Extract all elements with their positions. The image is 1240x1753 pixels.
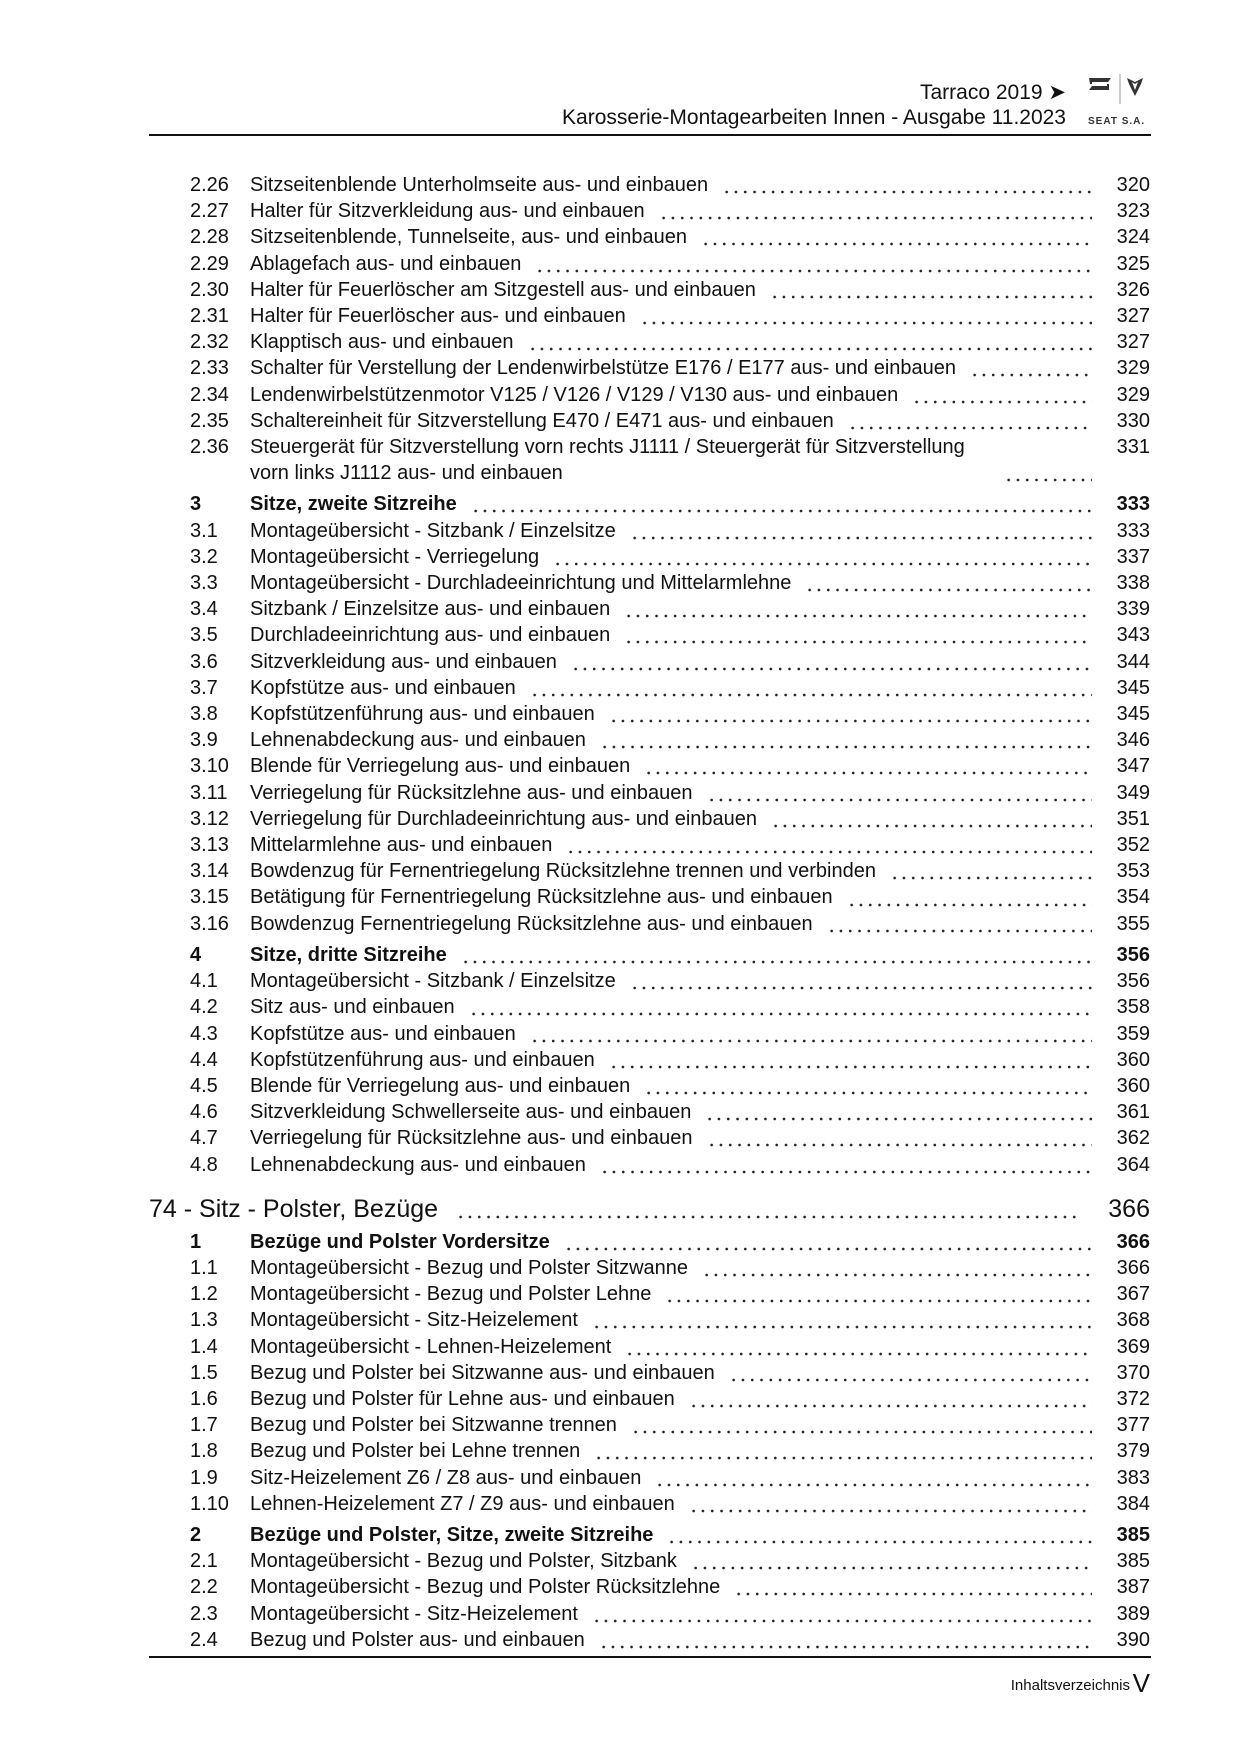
dot-leader <box>691 1548 1092 1574</box>
entry-page: 361 <box>1116 1101 1150 1124</box>
entry-number: 1.8 <box>190 1440 218 1463</box>
entry-page: 343 <box>1116 624 1150 647</box>
toc-section[interactable] <box>149 1229 1150 1255</box>
entry-number: 3.14 <box>190 860 229 883</box>
entry-number: 3.1 <box>190 519 218 542</box>
entry-title: Sitzverkleidung aus- und einbauen <box>250 650 557 673</box>
toc-entry[interactable] <box>149 544 1150 570</box>
entry-page: 364 <box>1116 1153 1150 1176</box>
dot-leader <box>912 382 1092 408</box>
entry-title: Montageübersicht - Bezug und Polster Rücksitzlehne <box>250 1576 721 1599</box>
dot-leader <box>600 727 1092 753</box>
entry-number: 1.5 <box>190 1361 218 1384</box>
entry-page: 377 <box>1116 1414 1150 1437</box>
entry-title: Sitzbank / Einzelsitze aus- und einbauen <box>250 598 611 621</box>
toc-entry[interactable] <box>149 1307 1150 1333</box>
toc-entry[interactable] <box>149 277 1150 303</box>
entry-number: 3.5 <box>190 624 218 647</box>
entry-title: Montageübersicht - Bezug und Polster Lehne <box>250 1283 652 1306</box>
entry-title: Kopfstützenführung aus- und einbauen <box>250 703 595 726</box>
entry-title: Kopfstützenführung aus- und einbauen <box>250 1048 595 1071</box>
entry-title: Mittelarmlehne aus- und einbauen <box>250 834 553 857</box>
entry-title: Bezüge und Polster, Sitze, zweite Sitzreihe <box>250 1523 654 1546</box>
entry-page: 367 <box>1116 1283 1150 1306</box>
dot-leader <box>461 942 1092 968</box>
entry-title: Montageübersicht - Sitzbank / Einzelsitze <box>250 519 616 542</box>
entry-title: Verriegelung für Rücksitzlehne aus- und einbauen <box>250 781 693 804</box>
dot-leader <box>571 649 1092 675</box>
entry-number: 2.1 <box>190 1550 218 1573</box>
toc-entry[interactable] <box>149 858 1150 884</box>
dot-leader <box>564 1229 1092 1255</box>
entry-title: Sitze, dritte Sitzreihe <box>250 943 447 966</box>
entry-number: 2.26 <box>190 174 229 196</box>
dot-leader <box>655 1465 1092 1491</box>
toc-entry[interactable] <box>149 1574 1150 1600</box>
entry-title: Halter für Sitzverkleidung aus- und einbauen <box>250 200 645 223</box>
entry-number: 1.6 <box>190 1387 218 1410</box>
footer-label: Inhaltsverzeichnis <box>1010 1677 1130 1694</box>
entry-title: Bezug und Polster bei Lehne trennen <box>250 1440 581 1463</box>
entry-page: 362 <box>1116 1127 1150 1150</box>
entry-page: 339 <box>1116 598 1150 621</box>
entry-page: 387 <box>1116 1576 1150 1599</box>
entry-number: 3.6 <box>190 650 218 673</box>
entry-title: Blende für Verriegelung aus- und einbauen <box>250 1074 631 1097</box>
dot-leader <box>592 1307 1092 1333</box>
entry-page: 352 <box>1116 834 1150 857</box>
entry-title: Steuergerät für Sitzverstellung vorn rechts J1111 / Steuergerät für Sitzverstellung vorn links J1112 aus- und einbauen <box>250 436 965 485</box>
entry-page: 390 <box>1116 1628 1150 1651</box>
entry-page: 353 <box>1116 860 1150 883</box>
entry-title: Bezug und Polster für Lehne aus- und einbauen <box>250 1387 675 1410</box>
entry-number: 2.34 <box>190 383 229 406</box>
entry-page: 379 <box>1116 1440 1150 1463</box>
toc-entry[interactable] <box>149 1438 1150 1464</box>
dot-leader <box>705 1099 1092 1125</box>
toc-entry[interactable] <box>149 518 1150 544</box>
dot-leader <box>630 968 1092 994</box>
toc-entry[interactable] <box>149 780 1150 806</box>
dot-leader <box>631 1412 1092 1438</box>
toc-entry[interactable] <box>149 1491 1150 1517</box>
entry-title: Sitz aus- und einbauen <box>250 996 455 1019</box>
entry-title: Montageübersicht - Sitz-Heizelement <box>250 1602 578 1625</box>
entry-page: 358 <box>1116 996 1150 1019</box>
dot-leader <box>625 1334 1092 1360</box>
entry-page: 366 <box>1116 1230 1150 1253</box>
entry-title: Verriegelung für Durchladeeinrichtung aus- und einbauen <box>250 807 758 830</box>
entry-title: Montageübersicht - Sitzbank / Einzelsitze <box>250 970 616 993</box>
entry-title: Sitzseitenblende, Tunnelseite, aus- und einbauen <box>250 226 687 249</box>
entry-number: 1.7 <box>190 1414 218 1437</box>
entry-page: 338 <box>1116 572 1150 595</box>
dot-leader <box>665 1281 1092 1307</box>
entry-number: 1.2 <box>190 1283 218 1306</box>
entry-number: 4.4 <box>190 1048 218 1071</box>
dot-leader <box>530 1021 1092 1047</box>
dot-leader <box>805 570 1092 596</box>
dot-leader <box>827 911 1092 937</box>
entry-title: Kopfstütze aus- und einbauen <box>250 1022 516 1045</box>
dot-leader <box>599 1627 1092 1653</box>
entry-page: 366 <box>1108 1194 1150 1223</box>
entry-title: Bowdenzug für Fernentriegelung Rücksitzlehne trennen und verbinden <box>250 860 876 883</box>
dot-leader <box>600 1152 1092 1178</box>
dot-leader <box>609 1047 1092 1073</box>
entry-title: Kopfstütze aus- und einbauen <box>250 676 516 699</box>
toc-entry[interactable] <box>149 968 1150 994</box>
entry-number: 4.7 <box>190 1127 218 1150</box>
toc-entry[interactable] <box>149 355 1150 381</box>
dot-leader <box>535 251 1092 277</box>
dot-leader <box>689 1491 1092 1517</box>
dot-leader <box>456 1194 1082 1224</box>
entry-page: 349 <box>1116 781 1150 804</box>
entry-number: 1.10 <box>190 1492 229 1515</box>
toc-entry[interactable] <box>149 1548 1150 1574</box>
entry-title: Sitzverkleidung Schwellerseite aus- und einbauen <box>250 1101 692 1124</box>
entry-page: 385 <box>1116 1550 1150 1573</box>
dot-leader <box>528 329 1092 355</box>
toc-entry[interactable] <box>149 596 1150 622</box>
entry-number: 2.33 <box>190 357 229 380</box>
toc-entry[interactable] <box>149 1465 1150 1491</box>
entry-title: Bezug und Polster bei Sitzwanne aus- und einbauen <box>250 1361 715 1384</box>
entry-number: 3.8 <box>190 703 218 726</box>
entry-number: 2.30 <box>190 278 229 301</box>
entry-title: Halter für Feuerlöscher am Sitzgestell aus- und einbauen <box>250 278 756 301</box>
toc-entry[interactable] <box>149 1021 1150 1047</box>
dot-leader <box>702 1255 1092 1281</box>
entry-page: 324 <box>1116 226 1150 249</box>
entry-page: 325 <box>1116 252 1150 275</box>
toc-entry[interactable] <box>149 382 1150 408</box>
toc-section[interactable] <box>149 491 1150 517</box>
toc-chapter[interactable] <box>149 1194 1150 1224</box>
entry-title: Halter für Feuerlöscher aus- und einbauen <box>250 305 626 328</box>
dot-leader <box>471 491 1092 517</box>
entry-page: 346 <box>1116 729 1150 752</box>
toc-entry[interactable] <box>149 1073 1150 1099</box>
entry-title: Montageübersicht - Bezug und Polster Sitzwanne <box>250 1256 689 1279</box>
toc-entry[interactable] <box>149 1412 1150 1438</box>
entry-title: 74 - Sitz - Polster, Bezüge <box>149 1194 439 1223</box>
entry-page: 329 <box>1116 383 1150 406</box>
toc-entry[interactable] <box>149 1152 1150 1178</box>
entry-page: 345 <box>1116 703 1150 726</box>
dot-leader <box>1004 460 1092 486</box>
toc-section[interactable] <box>149 1522 1150 1548</box>
entry-number: 1.3 <box>190 1309 218 1332</box>
entry-page: 347 <box>1116 755 1150 778</box>
entry-number: 2.27 <box>190 200 229 223</box>
toc-entry[interactable] <box>149 224 1150 250</box>
entry-number: 2.31 <box>190 305 229 328</box>
entry-number: 2.32 <box>190 331 229 354</box>
entry-page: 385 <box>1116 1523 1150 1546</box>
toc-entry[interactable] <box>149 675 1150 701</box>
toc-entry[interactable] <box>149 1386 1150 1412</box>
entry-title: Klapptisch aus- und einbauen <box>250 331 514 354</box>
entry-page: 351 <box>1116 807 1150 830</box>
toc-entry[interactable] <box>149 1281 1150 1307</box>
entry-number: 4.1 <box>190 970 218 993</box>
entry-page: 384 <box>1116 1492 1150 1515</box>
dot-leader <box>689 1386 1092 1412</box>
toc-entry[interactable] <box>149 753 1150 779</box>
header-divider <box>149 134 1151 136</box>
entry-page: 333 <box>1116 519 1150 542</box>
brand-label: SEAT S.A. <box>1088 116 1146 127</box>
entry-page: 323 <box>1116 200 1150 223</box>
dot-leader <box>734 1574 1092 1600</box>
entry-page: 360 <box>1116 1074 1150 1097</box>
entry-number: 3.9 <box>190 729 218 752</box>
entry-number: 3 <box>190 493 202 516</box>
toc-entry[interactable] <box>149 303 1150 329</box>
toc-entry[interactable] <box>149 701 1150 727</box>
entry-page: 344 <box>1116 650 1150 673</box>
entry-title: Ablagefach aus- und einbauen <box>250 252 522 275</box>
entry-page: 372 <box>1116 1387 1150 1410</box>
entry-title: Lehnen-Heizelement Z7 / Z9 aus- und einbauen <box>250 1492 675 1515</box>
entry-title: Lehnenabdeckung aus- und einbauen <box>250 729 586 752</box>
entry-number: 2.2 <box>190 1576 218 1599</box>
dot-leader <box>530 675 1092 701</box>
entry-title: Betätigung für Fernentriegelung Rücksitzlehne aus- und einbauen <box>250 886 833 909</box>
toc-entry[interactable] <box>149 1125 1150 1151</box>
entry-title: Schaltereinheit für Sitzverstellung E470 / E471 aus- und einbauen <box>250 409 834 432</box>
entry-title: Lehnenabdeckung aus- und einbauen <box>250 1153 586 1176</box>
entry-number: 1.9 <box>190 1466 218 1489</box>
toc-entry[interactable] <box>149 727 1150 753</box>
entry-number: 2 <box>190 1523 202 1546</box>
dot-leader <box>624 596 1092 622</box>
toc-entry[interactable] <box>149 1099 1150 1125</box>
entry-page: 366 <box>1116 1256 1150 1279</box>
entry-number: 2.28 <box>190 226 229 249</box>
entry-title: Durchladeeinrichtung aus- und einbauen <box>250 624 611 647</box>
entry-page: 333 <box>1116 493 1150 516</box>
entry-number: 3.3 <box>190 572 218 595</box>
entry-number: 4.8 <box>190 1153 218 1176</box>
entry-page: 369 <box>1116 1335 1150 1358</box>
entry-title: Montageübersicht - Durchladeeinrichtung und Mittelarmlehne <box>250 572 792 595</box>
entry-title: Bowdenzug Fernentriegelung Rücksitzlehne aus- und einbauen <box>250 912 813 935</box>
entry-number: 3.13 <box>190 834 229 857</box>
toc-entry[interactable] <box>149 172 1150 198</box>
entry-title: Bezüge und Polster Vordersitze <box>250 1230 550 1253</box>
entry-page: 327 <box>1116 331 1150 354</box>
entry-number: 3.15 <box>190 886 229 909</box>
toc-entry[interactable] <box>149 1047 1150 1073</box>
document-subtitle: Karosserie-Montagearbeiten Innen - Ausgabe 11.2023 <box>562 106 1066 129</box>
toc-entry[interactable] <box>149 622 1150 648</box>
dot-leader <box>890 858 1092 884</box>
dot-leader <box>707 780 1092 806</box>
toc-entry[interactable] <box>149 570 1150 596</box>
toc-entry[interactable] <box>149 1360 1150 1386</box>
toc-entry[interactable] <box>149 884 1150 910</box>
entry-number: 3.10 <box>190 755 229 778</box>
toc-entry[interactable] <box>149 329 1150 355</box>
dot-leader <box>609 701 1092 727</box>
entry-number: 3.4 <box>190 598 218 621</box>
dot-leader <box>592 1601 1092 1627</box>
entry-title: Montageübersicht - Lehnen-Heizelement <box>250 1335 612 1358</box>
entry-title: Montageübersicht - Sitz-Heizelement <box>250 1309 578 1332</box>
entry-number: 2.4 <box>190 1628 218 1651</box>
entry-number: 2.3 <box>190 1602 218 1625</box>
entry-number: 3.16 <box>190 912 229 935</box>
entry-number: 1.4 <box>190 1335 218 1358</box>
toc-entry[interactable] <box>149 434 1150 486</box>
entry-number: 2.36 <box>190 436 229 459</box>
table-of-contents <box>149 172 1150 1653</box>
entry-page: 355 <box>1116 912 1150 935</box>
page-number: V <box>1132 1668 1150 1698</box>
dot-leader <box>707 1125 1092 1151</box>
entry-page: 345 <box>1116 676 1150 699</box>
entry-page: 360 <box>1116 1048 1150 1071</box>
toc-entry[interactable] <box>149 1627 1150 1653</box>
entry-title: Montageübersicht - Verriegelung <box>250 545 540 568</box>
toc-entry[interactable] <box>149 1601 1150 1627</box>
dot-leader <box>624 622 1092 648</box>
entry-number: 3.11 <box>190 781 228 804</box>
dot-leader <box>970 355 1092 381</box>
entry-number: 4.5 <box>190 1074 218 1097</box>
entry-page: 368 <box>1116 1309 1150 1332</box>
dot-leader <box>770 277 1092 303</box>
entry-number: 2.29 <box>190 252 229 275</box>
entry-number: 1 <box>190 1230 202 1253</box>
entry-page: 389 <box>1116 1602 1150 1625</box>
toc-entry[interactable] <box>149 911 1150 937</box>
entry-page: 370 <box>1116 1361 1150 1384</box>
entry-page: 330 <box>1116 409 1150 432</box>
entry-page: 356 <box>1116 970 1150 993</box>
entry-page: 356 <box>1116 943 1150 966</box>
entry-page: 329 <box>1116 357 1150 380</box>
dot-leader <box>722 172 1092 198</box>
toc-entry[interactable] <box>149 408 1150 434</box>
dot-leader <box>640 303 1092 329</box>
dot-leader <box>553 544 1092 570</box>
entry-page: 359 <box>1116 1022 1150 1045</box>
toc-entry[interactable] <box>149 1334 1150 1360</box>
toc-entry[interactable] <box>149 1255 1150 1281</box>
entry-number: 4 <box>190 943 202 966</box>
entry-page: 337 <box>1116 545 1150 568</box>
entry-title: Bezug und Polster bei Sitzwanne trennen <box>250 1414 617 1437</box>
dot-leader <box>848 408 1092 434</box>
entry-title: Sitzseitenblende Unterholmseite aus- und einbauen <box>250 174 709 196</box>
toc-entry[interactable] <box>149 806 1150 832</box>
toc-entry[interactable] <box>149 649 1150 675</box>
entry-number: 2.35 <box>190 409 229 432</box>
entry-title: Blende für Verriegelung aus- und einbauen <box>250 755 631 778</box>
footer-divider <box>149 1656 1151 1658</box>
dot-leader <box>659 198 1092 224</box>
dot-leader <box>630 518 1092 544</box>
dot-leader <box>566 832 1092 858</box>
entry-number: 3.7 <box>190 676 218 699</box>
dot-leader <box>644 753 1092 779</box>
entry-page: 383 <box>1116 1466 1150 1489</box>
entry-number: 4.6 <box>190 1101 218 1124</box>
toc-entry[interactable] <box>149 832 1150 858</box>
entry-number: 4.2 <box>190 996 218 1019</box>
entry-title: Lendenwirbelstützenmotor V125 / V126 / V129 / V130 aus- und einbauen <box>250 383 899 406</box>
dot-leader <box>644 1073 1092 1099</box>
dot-leader <box>729 1360 1092 1386</box>
entry-title: Sitz-Heizelement Z6 / Z8 aus- und einbauen <box>250 1466 642 1489</box>
dot-leader <box>847 885 1092 911</box>
entry-page: 327 <box>1116 305 1150 328</box>
entry-title: Bezug und Polster aus- und einbauen <box>250 1628 585 1651</box>
toc-entry[interactable] <box>149 198 1150 224</box>
entry-number: 4.3 <box>190 1022 218 1045</box>
entry-title: Montageübersicht - Bezug und Polster, Sitzbank <box>250 1550 677 1573</box>
entry-page: 331 <box>1116 436 1150 459</box>
entry-number: 3.2 <box>190 545 218 568</box>
entry-page: 326 <box>1116 278 1150 301</box>
dot-leader <box>701 224 1092 250</box>
entry-title: Sitze, zweite Sitzreihe <box>250 493 457 516</box>
toc-entry[interactable] <box>149 994 1150 1020</box>
entry-title: Schalter für Verstellung der Lendenwirbelstütze E176 / E177 aus- und einbauen <box>250 357 957 380</box>
dot-leader <box>594 1438 1092 1464</box>
toc-entry[interactable] <box>149 251 1150 277</box>
entry-number: 3.12 <box>190 807 229 830</box>
dot-leader <box>771 806 1092 832</box>
document-title: Tarraco 2019 ➤ <box>919 81 1066 104</box>
entry-title: Verriegelung für Rücksitzlehne aus- und einbauen <box>250 1127 693 1150</box>
dot-leader <box>469 994 1092 1020</box>
entry-number: 1.1 <box>190 1256 218 1279</box>
dot-leader <box>667 1522 1092 1548</box>
entry-page: 354 <box>1116 886 1150 909</box>
entry-page: 320 <box>1116 174 1150 196</box>
toc-section[interactable] <box>149 942 1150 968</box>
